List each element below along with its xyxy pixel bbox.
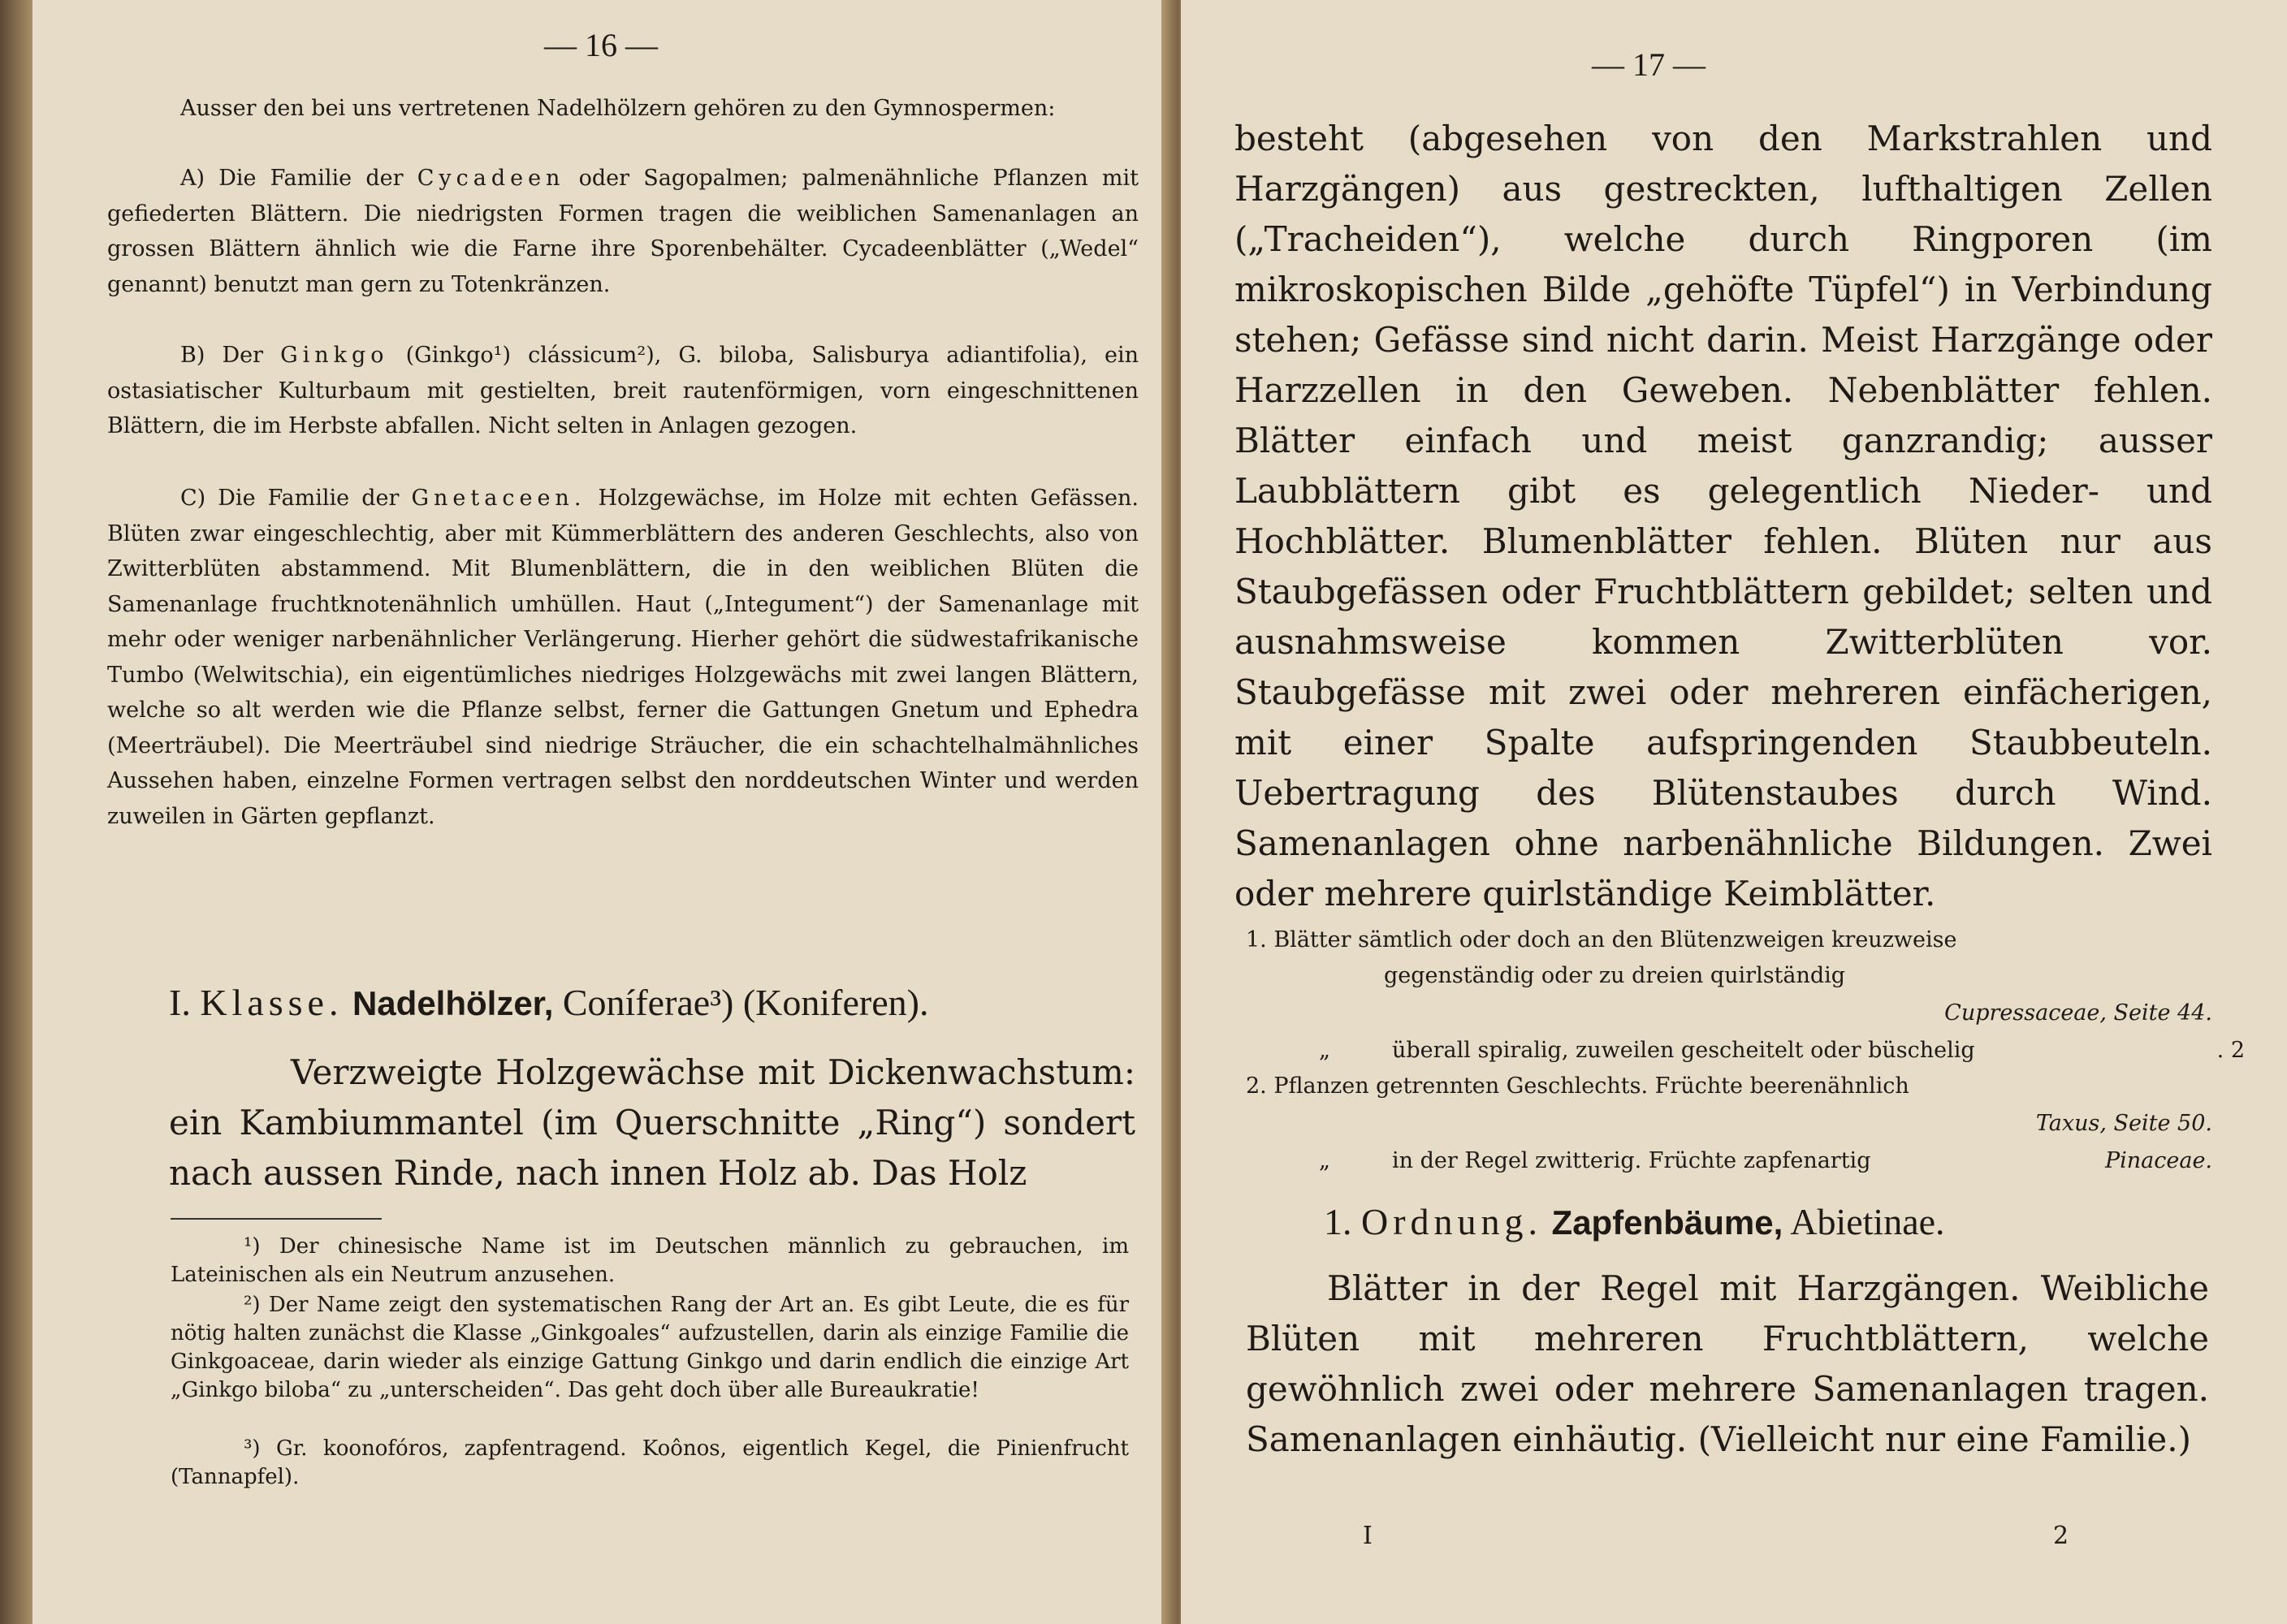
term-gnetaceen: Gnetaceen.: [411, 486, 586, 511]
paragraph-ginkgo: B) Der Ginkgo (Ginkgo¹) clássicum²), G. biloba, Salisburya adiantifolia), ein ostasiatischer Kulturbaum mit gestielten, breit rautenförmigen, vorn eingeschnittenen Blättern, die im Herbste abfallen. Nicht selten in Anlagen gezogen.: [107, 343, 1139, 438]
term-ginkgo: Ginkgo: [280, 343, 389, 368]
page-number-left: — 16 —: [544, 27, 658, 63]
left-page: [32, 0, 1169, 1624]
key-2b: in der Regel zwitterig. Früchte zapfenartig: [1392, 1148, 1871, 1173]
book-edge: [0, 0, 32, 1624]
right-page: [1181, 0, 2287, 1624]
key-1b-result: . 2: [2216, 1038, 2245, 1063]
key-2a: 2. Pflanzen getrennten Geschlechts. Früchte beerenähnlich: [1246, 1073, 1909, 1099]
conifer-description: besteht (abgesehen von den Markstrahlen und Harzgängen) aus gestreckten, lufthaltigen Zellen („Tracheiden“), welche durch Ringporen (im mikroskopischen Bilde „gehöfte Tüpfel“) in Verbindung stehen; Gefässe sind nicht darin. Meist Harzgänge oder Harzzellen in den Geweben. Nebenblätter fehlen. Blätter einfach und meist ganzrandig; ausser Laubblättern gibt es gelegentlich Nieder- und Hochblätter. Blumenblätter fehlen. Blüten nur aus Staubgefässen oder Fruchtblättern gebildet; selten und ausnahmsweise kommen Zwitterblüten vor. Staubgefässe mit zwei oder mehreren einfächerigen, mit einer Spalte aufspringenden Staubbeuteln. Uebertragung des Blütenstaubes durch Wind. Samenanlagen ohne narbenähnliche Bildungen. Zwei oder mehrere quirlständige Keimblätter.: [1234, 119, 2212, 914]
term-cycadeen: Cycadeen: [417, 166, 565, 191]
key-1a-result: Cupressaceae, Seite 44.: [1944, 1000, 2212, 1026]
signature-mark-left: I: [1363, 1522, 1373, 1550]
key-1b-mark: „: [1319, 1038, 1330, 1063]
footnote-1: ¹) Der chinesische Name ist im Deutschen männlich zu gebrauchen, im Lateinischen als ein Neutrum anzusehen.: [171, 1234, 1129, 1287]
key-1a-continued: gegenständig oder zu dreien quirlständig: [1384, 963, 1846, 988]
order-heading: 1. Ordnung. Zapfenbäume, Abietinae.: [1324, 1201, 1945, 1242]
key-2a-result: Taxus, Seite 50.: [2035, 1111, 2212, 1136]
key-2b-result: Pinaceae.: [2104, 1148, 2212, 1173]
class-description: Verzweigte Holzgewächse mit Dickenwachstum: ein Kambiummantel (im Querschnitte „Ring“) sondert nach aussen Rinde, nach innen Holz ab. Das Holz: [169, 1052, 1135, 1193]
class-heading: I. Klasse. Nadelhölzer, Coníferae³) (Koniferen).: [169, 982, 929, 1023]
signature-mark-right: 2: [2053, 1522, 2069, 1550]
paragraph-gnetaceen: C) Die Familie der Gnetaceen. Holzgewächse, im Holze mit echten Gefässen. Blüten zwar eingeschlechtig, aber mit Kümmerblättern des anderen Geschlechts, also von Zwitterblüten abstammend. Mit Blumenblättern, die in den weiblichen Blüten die Samenanlage fruchtknotenähnlich umhüllen. Haut („Integument“) der Samenanlage mit mehr oder weniger narbenähnlicher Verlängerung. Hierher gehört die südwestafrikanische Tumbo (Welwitschia), ein eigentümliches niedriges Holzgewächs mit zwei langen Blättern, welche so alt werden wie die Pflanze selbst, ferner die Gattungen Gnetum und Ephedra (Meerträubel). Die Meerträubel sind niedrige Sträucher, die ein schachtelhalmähnliches Aussehen haben, einzelne Formen vertragen selbst den norddeutschen Winter und werden zuweilen in Gärten gepflanzt.: [107, 486, 1139, 829]
paragraph-cycadeen: A) Die Familie der Cycadeen oder Sagopalmen; palmenähnliche Pflanzen mit gefiederten Blättern. Die niedrigsten Formen tragen die weiblichen Samenanlagen an grossen Blättern ähnlich wie die Farne ihre Sporenbehälter. Cycadeenblätter („Wedel“ genannt) benutzt man gern zu Totenkränzen.: [107, 166, 1139, 297]
footnote-rule: [171, 1218, 382, 1220]
key-2b-mark: „: [1319, 1148, 1330, 1173]
key-1b: überall spiralig, zuweilen gescheitelt oder büschelig: [1392, 1038, 1975, 1063]
intro-paragraph: Ausser den bei uns vertretenen Nadelhölzern gehören zu den Gymnospermen:: [180, 96, 1056, 121]
footnote-3: ³) Gr. koonofóros, zapfentragend. Koônos, eigentlich Kegel, die Pinienfrucht (Tannapfel).: [171, 1436, 1129, 1489]
order-description: Blätter in der Regel mit Harzgängen. Weibliche Blüten mit mehreren Fruchtblättern, welche gewöhnlich zwei oder mehrere Samenanlagen tragen. Samenanlagen einhäutig. (Vielleicht nur eine Familie.): [1246, 1268, 2209, 1459]
page-number-right: — 17 —: [1592, 46, 1706, 83]
key-1a: 1. Blätter sämtlich oder doch an den Blütenzweigen kreuzweise: [1246, 927, 1957, 952]
footnote-2: ²) Der Name zeigt den systematischen Rang der Art an. Es gibt Leute, die es für nötig halten zunächst die Klasse „Ginkgoales“ aufzustellen, darin als einzige Familie die Ginkgoaceae, darin wieder als einzige Gattung Ginkgo und darin endlich die einzige Art „Ginkgo biloba“ zu „unterscheiden“. Das geht doch über alle Bureaukratie!: [171, 1293, 1129, 1402]
